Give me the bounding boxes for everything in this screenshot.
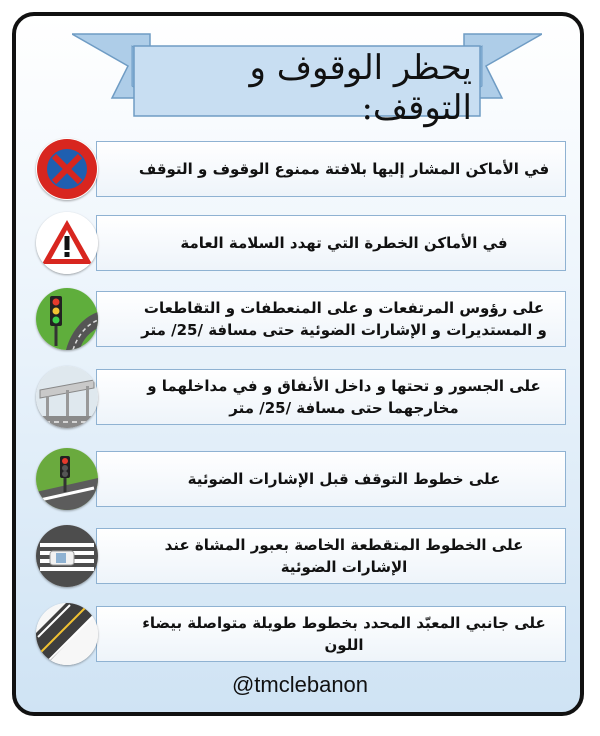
rule-box (96, 141, 566, 197)
rule-text: على جانبي المعبّد المحدد بخطوط طويلة متواصلة بيضاء اللون (142, 614, 546, 654)
rule-text: على الجسور و تحتها و داخل الأنفاق و في مداخلهما و مخارجهما حتى مسافة /25/ متر (147, 377, 541, 417)
warning-triangle-icon (36, 212, 98, 274)
pedestrian-crossing-icon (36, 525, 98, 587)
rule-row-4 (36, 366, 566, 428)
rule-row-2 (36, 212, 566, 274)
rule-text: في الأماكن الخطرة التي تهدد السلامة العامة (180, 234, 508, 252)
traffic-light-curve-icon (36, 288, 98, 350)
rule-text: على رؤوس المرتفعات و على المنعطفات و التقاطعات و المستديرات و الإشارات الضوئية حتى مسافة /25/ متر (141, 299, 547, 339)
footer-handle: @tmclebanon (231, 672, 369, 697)
stop-line-traffic-light-icon (36, 448, 98, 510)
rule-box (96, 528, 566, 584)
rule-box (96, 215, 566, 271)
title-banner (72, 32, 542, 128)
rule-box (96, 369, 566, 425)
page-title: يحظر الوقوف و التوقف: (249, 48, 472, 128)
rule-text: على الخطوط المتقطعة الخاصة بعبور المشاة عند الإشارات الضوئية (164, 536, 524, 576)
bridge-tunnel-icon (36, 366, 98, 428)
no-parking-sign-icon (36, 138, 98, 200)
rule-text: في الأماكن المشار إليها بلافتة ممنوع الوقوف و التوقف (138, 160, 550, 178)
rule-row-1 (36, 138, 566, 200)
rule-box (96, 451, 566, 507)
rule-text: على خطوط التوقف قبل الإشارات الضوئية (187, 470, 501, 488)
rule-box (96, 606, 566, 662)
rule-box (96, 291, 566, 347)
rule-row-3 (36, 288, 566, 350)
rule-row-6 (36, 525, 566, 587)
rule-row-5 (36, 448, 566, 510)
rule-row-7 (36, 603, 566, 665)
road-solid-lines-icon (36, 603, 98, 665)
